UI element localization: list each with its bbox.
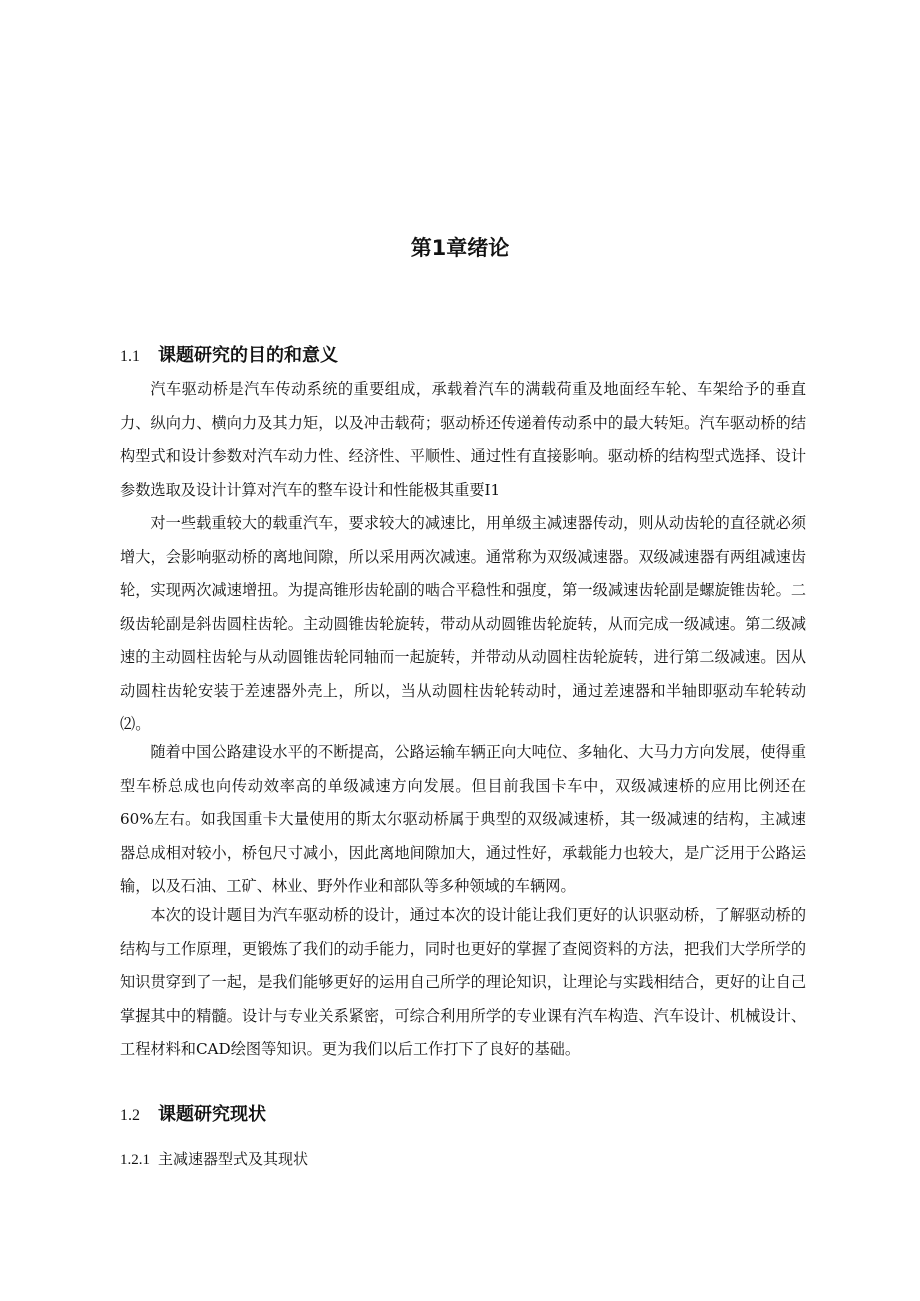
subsection-title: 主减速器型式及其现状 <box>158 1150 309 1168</box>
section-title: 课题研究现状 <box>158 1104 266 1125</box>
section-title: 课题研究的目的和意义 <box>158 345 338 366</box>
paragraph-double-reduction: 对一些载重较大的载重汽车，要求较大的减速比，用单级主减速器传动，则从动齿轮的直径就必须增大，会影响驱动桥的离地间隙，所以采用两次减速。通常称为双级减速器。双级减速器有两组减速齿轮，实现两次减速增扭。为提高锥形齿轮副的啮合平稳性和强度，第一级减速齿轮副是螺旋锥齿轮。二级齿轮副是斜齿圆柱齿轮。主动圆锥齿轮旋转，带动从动圆锥齿轮旋转，从而完成一级减速。第二级减速的主动圆柱齿轮与从动圆锥齿轮同轴而一起旋转，并带动从动圆柱齿轮旋转，进行第二级减速。因从动圆柱齿轮安装于差速器外壳上，所以，当从动圆柱齿轮转动时，通过差速器和半轴即驱动车轮转动⑵。 <box>120 514 806 733</box>
paragraph-purpose: 汽车驱动桥是汽车传动系统的重要组成，承载着汽车的满载荷重及地面经车轮、车架给予的垂直力、纵向力、横向力及其力矩，以及冲击载荷；驱动桥还传递着传动系中的最大转矩。汽车驱动桥的结构型式和设计参数对汽车动力性、经济性、平顺性、通过性有直接影响。驱动桥的结构型式选择、设计参数选取及设计计算对汽车的整车设计和性能极其重要I1 <box>120 380 806 499</box>
paragraph-development: 随着中国公路建设水平的不断提高，公路运输车辆正向大吨位、多轴化、大马力方向发展，使得重型车桥总成也向传动效率高的单级减速方向发展。但目前我国卡车中，双级减速桥的应用比例还在60%左右。如我国重卡大量使用的斯太尔驱动桥属于典型的双级减速桥，其一级减速的结构，主减速器总成相对较小，桥包尺寸减小，因此离地间隙加大，通过性好，承载能力也较大，是广泛用于公路运输，以及石油、工矿、林业、野外作业和部队等多种领域的车辆网。 <box>120 743 806 895</box>
chapter-title: 第1章绪论 <box>410 236 510 260</box>
section-heading-1-2 <box>120 1100 266 1126</box>
section-number: 1.1 <box>120 348 140 365</box>
section-number: 1.2 <box>120 1107 140 1124</box>
subsection-number: 1.2.1 <box>120 1152 150 1168</box>
subsection-heading-1-2-1 <box>120 1148 308 1169</box>
section-heading-1-1 <box>120 341 338 367</box>
paragraph-design-topic: 本次的设计题目为汽车驱动桥的设计，通过本次的设计能让我们更好的认识驱动桥，了解驱动桥的结构与工作原理，更锻炼了我们的动手能力，同时也更好的掌握了查阅资料的方法，把我们大学所学的知识贯穿到了一起，是我们能够更好的运用自己所学的理论知识，让理论与实践相结合，更好的让自己掌握其中的精髓。设计与专业关系紧密，可综合利用所学的专业课有汽车构造、汽车设计、机械设计、工程材料和CAD绘图等知识。更为我们以后工作打下了良好的基础。 <box>120 906 806 1058</box>
